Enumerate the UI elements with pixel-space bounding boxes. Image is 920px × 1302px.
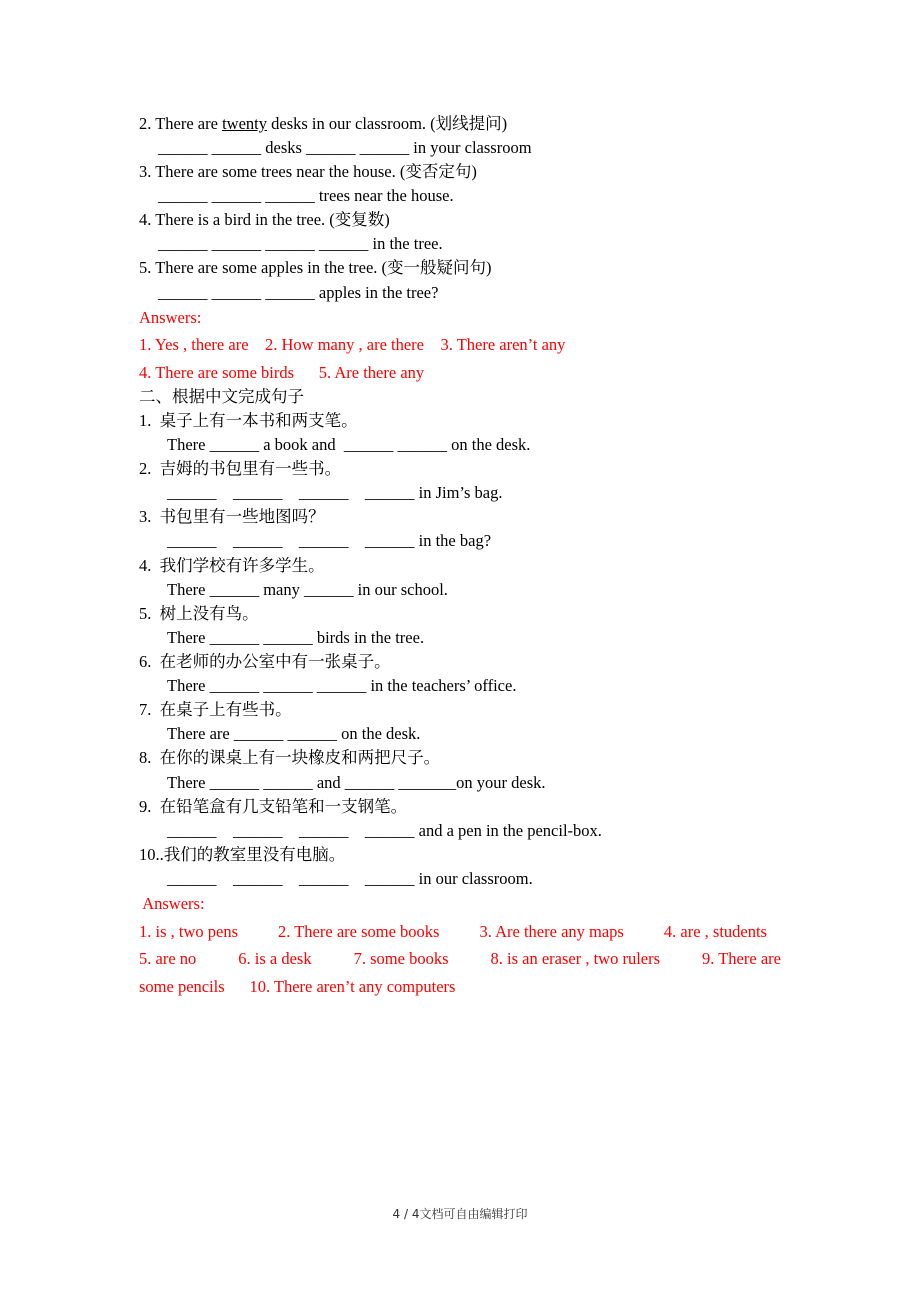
answer-8: 8. is an eraser , two rulers <box>490 949 661 968</box>
item-5-question: 5. 树上没有鸟。 <box>139 604 259 623</box>
question-4: 4. There is a bird in the tree. (变复数) <box>139 210 390 229</box>
answer-1: 1. is , two pens <box>139 922 238 941</box>
item-4-answer: There ______ many ______ in our school. <box>167 580 448 599</box>
answer-4: 4. are , students <box>663 922 767 941</box>
underlined-word: twenty <box>222 114 267 133</box>
question-3-blank: ______ ______ ______ trees near the house. <box>158 186 454 205</box>
question-4-blank: ______ ______ ______ ______ in the tree. <box>158 234 443 253</box>
item-3-question: 3. 书包里有一些地图吗？ <box>139 507 325 526</box>
item-6-question: 6. 在老师的办公室中有一张桌子。 <box>139 652 391 671</box>
answer-7: 7. some books <box>353 949 449 968</box>
question-2: 2. There are twenty desks in our classroom. (划线提问) <box>139 114 508 133</box>
item-8-question: 8. 在你的课桌上有一块橡皮和两把尺子。 <box>139 748 441 767</box>
item-1-question: 1. 桌子上有一本书和两支笔。 <box>139 411 358 430</box>
item-9-answer: ______ ______ ______ ______ and a pen in the pencil-box. <box>167 821 602 840</box>
section-heading: 二、根据中文完成句子 <box>139 387 304 406</box>
answer-5: 5. are no <box>139 949 197 968</box>
answers-label-2: Answers: <box>139 894 205 913</box>
item-10-answer: ______ ______ ______ ______ in our classroom. <box>167 869 533 888</box>
question-5: 5. There are some apples in the tree. (变一般疑问句) <box>139 258 492 277</box>
item-10-question: 10..我们的教室里没有电脑。 <box>139 845 346 864</box>
question-2-blank: ______ ______ desks ______ ______ in your classroom <box>158 138 532 157</box>
answer-2: 2. There are some books <box>278 922 440 941</box>
answers-label-1: Answers: <box>139 308 202 327</box>
item-2-question: 2. 吉姆的书包里有一些书。 <box>139 459 342 478</box>
answer-9-start: 9. There are <box>702 949 781 968</box>
item-3-answer: ______ ______ ______ ______ in the bag? <box>167 531 492 550</box>
item-8-answer: There ______ ______ and ______ _______on your desk. <box>167 773 546 792</box>
answers-row-1 <box>139 920 767 944</box>
item-1-answer: There ______ a book and ______ ______ on the desk. <box>167 435 531 454</box>
answers-row-3: some pencils 10. There aren’t any computers <box>139 977 456 996</box>
question-5-blank: ______ ______ ______ apples in the tree? <box>158 283 439 302</box>
item-9-question: 9. 在铅笔盒有几支铅笔和一支钢笔。 <box>139 797 408 816</box>
item-6-answer: There ______ ______ ______ in the teachers’ office. <box>167 676 517 695</box>
item-4-question: 4. 我们学校有许多学生。 <box>139 556 325 575</box>
answers-line-2: 4. There are some birds 5. Are there any <box>139 363 425 382</box>
item-7-question: 7. 在桌子上有些书。 <box>139 700 292 719</box>
item-2-answer: ______ ______ ______ ______ in Jim’s bag. <box>167 483 503 502</box>
answers-line-1: 1. Yes , there are 2. How many , are there 3. There aren’t any <box>139 335 566 354</box>
answers-row-2 <box>139 947 781 971</box>
page-footer: 4 / 4文档可自由编辑打印 <box>392 1207 528 1221</box>
item-7-answer: There are ______ ______ on the desk. <box>167 724 421 743</box>
item-5-answer: There ______ ______ birds in the tree. <box>167 628 425 647</box>
answer-6: 6. is a desk <box>238 949 312 968</box>
answer-3: 3. Are there any maps <box>479 922 624 941</box>
question-3: 3. There are some trees near the house. (变否定句) <box>139 162 477 181</box>
